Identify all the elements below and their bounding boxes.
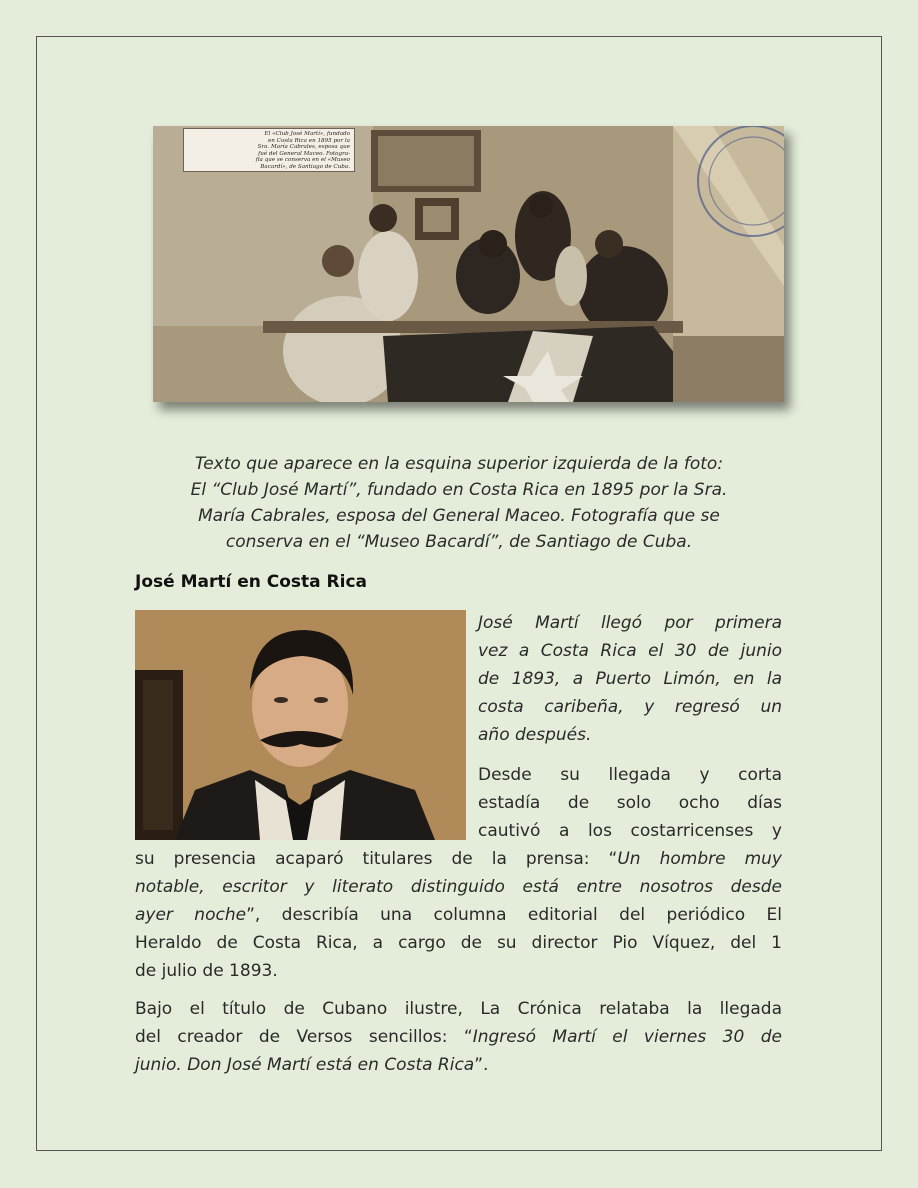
portrait-image (135, 610, 466, 840)
caption-line: El “Club José Martí”, fundado en Costa Rica en 1895 por la Sra. (190, 480, 728, 500)
paragraph-cronica (135, 995, 782, 1079)
text-line: vez a Costa Rica el 30 de junio (478, 641, 782, 661)
text-line: Bajo el título de Cubano ilustre, La Crónica relataba la llegada (135, 999, 782, 1019)
text-line (135, 1051, 782, 1079)
inset-line: El «Club José Martí», fundado (264, 131, 350, 137)
caption-line: conserva en el “Museo Bacardí”, de Santiago de Cuba. (225, 532, 693, 552)
jose-marti-portrait (135, 610, 466, 840)
text-line (135, 1023, 782, 1051)
paragraph-arrival-beside-image (478, 761, 782, 845)
text-run: ”, describía una columna editorial del periódico El (246, 905, 782, 925)
inset-line: fué del General Maceo. Fotogra- (258, 150, 350, 157)
text-line (135, 845, 782, 873)
text-run: del creador de Versos sencillos: “ (135, 1027, 473, 1047)
section-heading: José Martí en Costa Rica (135, 572, 368, 592)
inset-line: Sra. María Cabrales, esposa que (257, 144, 350, 150)
text-line: estadía de solo ocho días (478, 793, 782, 813)
text-line: de julio de 1893. (135, 961, 278, 981)
caption-line: Texto que aparece en la esquina superior izquierda de la foto: (194, 454, 724, 474)
inset-line: Bacardí», de Santiago de Cuba. (260, 163, 350, 170)
quote-text: Ingresó Martí el viernes 30 de (472, 1027, 782, 1047)
caption-line: María Cabrales, esposa del General Maceo. Fotografía que se (198, 506, 720, 526)
text-line: de 1893, a Puerto Limón, en la (478, 669, 782, 689)
text-run: su presencia acaparó titulares de la prensa: “ (135, 849, 618, 869)
paragraph-intro (478, 609, 782, 749)
text-line (135, 901, 782, 929)
text-line: Desde su llegada y corta (478, 765, 782, 785)
text-line: Heraldo de Costa Rica, a cargo de su director Pio Víquez, del 1 (135, 933, 782, 953)
inset-line: en Costa Rica en 1895 por la (267, 137, 350, 144)
club-jose-marti-photo (153, 126, 784, 402)
text-line: cautivó a los costarricenses y (478, 821, 782, 841)
quote-text: ayer noche (135, 905, 247, 925)
text-run: ”. (474, 1055, 489, 1075)
photo-inset-caption (183, 128, 355, 172)
text-line: José Martí llegó por primera (478, 613, 782, 633)
text-line: año después. (478, 725, 592, 745)
text-line: costa caribeña, y regresó un (478, 697, 782, 717)
inset-line: fía que se conserva en el «Museo (255, 157, 350, 163)
quote-text: Un hombre muy (617, 849, 782, 869)
quote-text: notable, escritor y literato distinguido está entre nosotros desde (135, 877, 782, 897)
quote-text: junio. Don José Martí está en Costa Rica (135, 1055, 475, 1075)
paragraph-arrival (135, 845, 782, 985)
photo-caption (126, 451, 792, 555)
